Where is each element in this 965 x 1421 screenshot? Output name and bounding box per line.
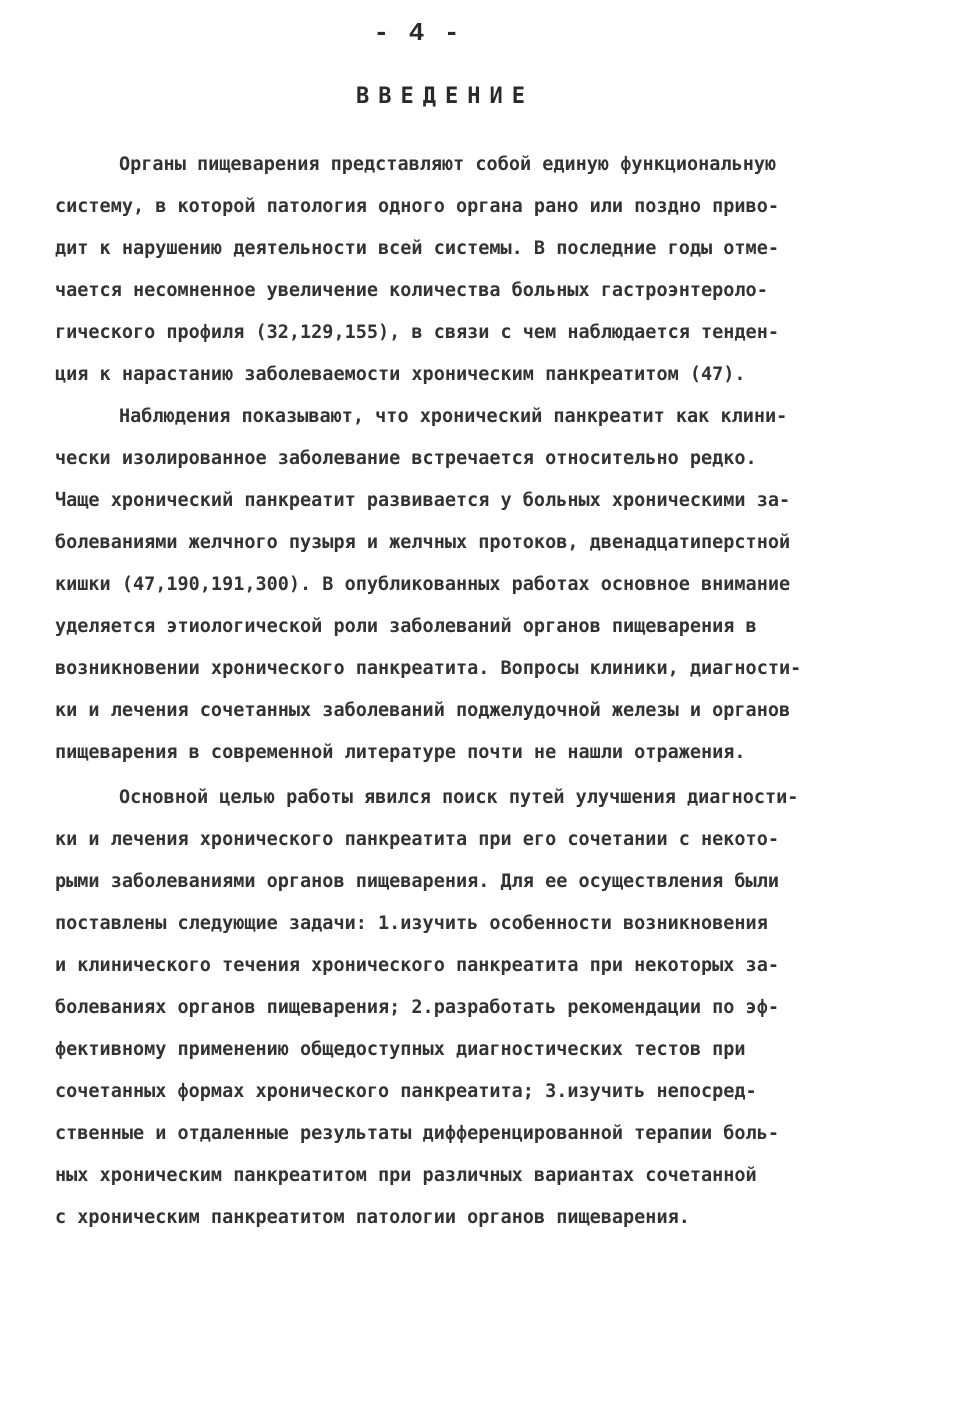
text-line: возникновении хронического панкреатита. Вопросы клиники, диагности- — [55, 658, 802, 679]
text-line: ки и лечения сочетанных заболеваний поджелудочной железы и органов — [55, 700, 791, 721]
text-line: ных хроническим панкреатитом при различных вариантах сочетанной — [55, 1165, 757, 1186]
paragraph-2 — [55, 396, 925, 774]
text-line: с хроническим панкреатитом патологии органов пищеварения. — [55, 1207, 690, 1228]
text-line: рыми заболеваниями органов пищеварения. Для ее осуществления были — [55, 871, 779, 892]
text-line: гического профиля (32,129,155), в связи с чем наблюдается тенден- — [55, 322, 779, 343]
text-line: и клинического течения хронического панкреатита при некоторых за- — [55, 955, 779, 976]
text-line: поставлены следующие задачи: 1.изучить особенности возникновения — [55, 913, 768, 934]
text-line: пищеварения в современной литературе почти не нашли отражения. — [55, 742, 746, 763]
text-line: болеваниях органов пищеварения; 2.разработать рекомендации по эф- — [55, 997, 779, 1018]
text-line: сочетанных формах хронического панкреатита; 3.изучить непосред- — [55, 1081, 757, 1102]
text-line: дит к нарушению деятельности всей системы. В последние годы отме- — [55, 238, 779, 259]
text-line: фективному применению общедоступных диагностических тестов при — [55, 1039, 746, 1060]
paragraph-1 — [55, 144, 925, 396]
text-line: ция к нарастанию заболеваемости хроническим панкреатитом (47). — [55, 364, 746, 385]
text-line: чается несомненное увеличение количества больных гастроэнтероло- — [55, 280, 768, 301]
text-line: Чаще хронический панкреатит развивается у больных хроническими за- — [55, 490, 791, 511]
section-heading: ВВЕДЕНИЕ — [356, 84, 534, 109]
paragraph-3 — [55, 777, 925, 1239]
page-number: - 4 - — [373, 18, 462, 48]
text-line: Органы пищеварения представляют собой единую функциональную — [119, 154, 777, 175]
text-line: болеваниями желчного пузыря и желчных протоков, двенадцатиперстной — [55, 532, 791, 553]
text-line: уделяется этиологической роли заболеваний органов пищеварения в — [55, 616, 757, 637]
text-line: Основной целью работы явился поиск путей улучшения диагности- — [119, 787, 799, 808]
text-line: систему, в которой патология одного органа рано или поздно приво- — [55, 196, 779, 217]
text-line: кишки (47,190,191,300). В опубликованных работах основное внимание — [55, 574, 791, 595]
text-line: ственные и отдаленные результаты дифференцированной терапии боль- — [55, 1123, 779, 1144]
text-line: Наблюдения показывают, что хронический панкреатит как клини- — [119, 406, 788, 427]
text-line: ки и лечения хронического панкреатита при его сочетании с некото- — [55, 829, 779, 850]
text-line: чески изолированное заболевание встречается относительно редко. — [55, 448, 757, 469]
